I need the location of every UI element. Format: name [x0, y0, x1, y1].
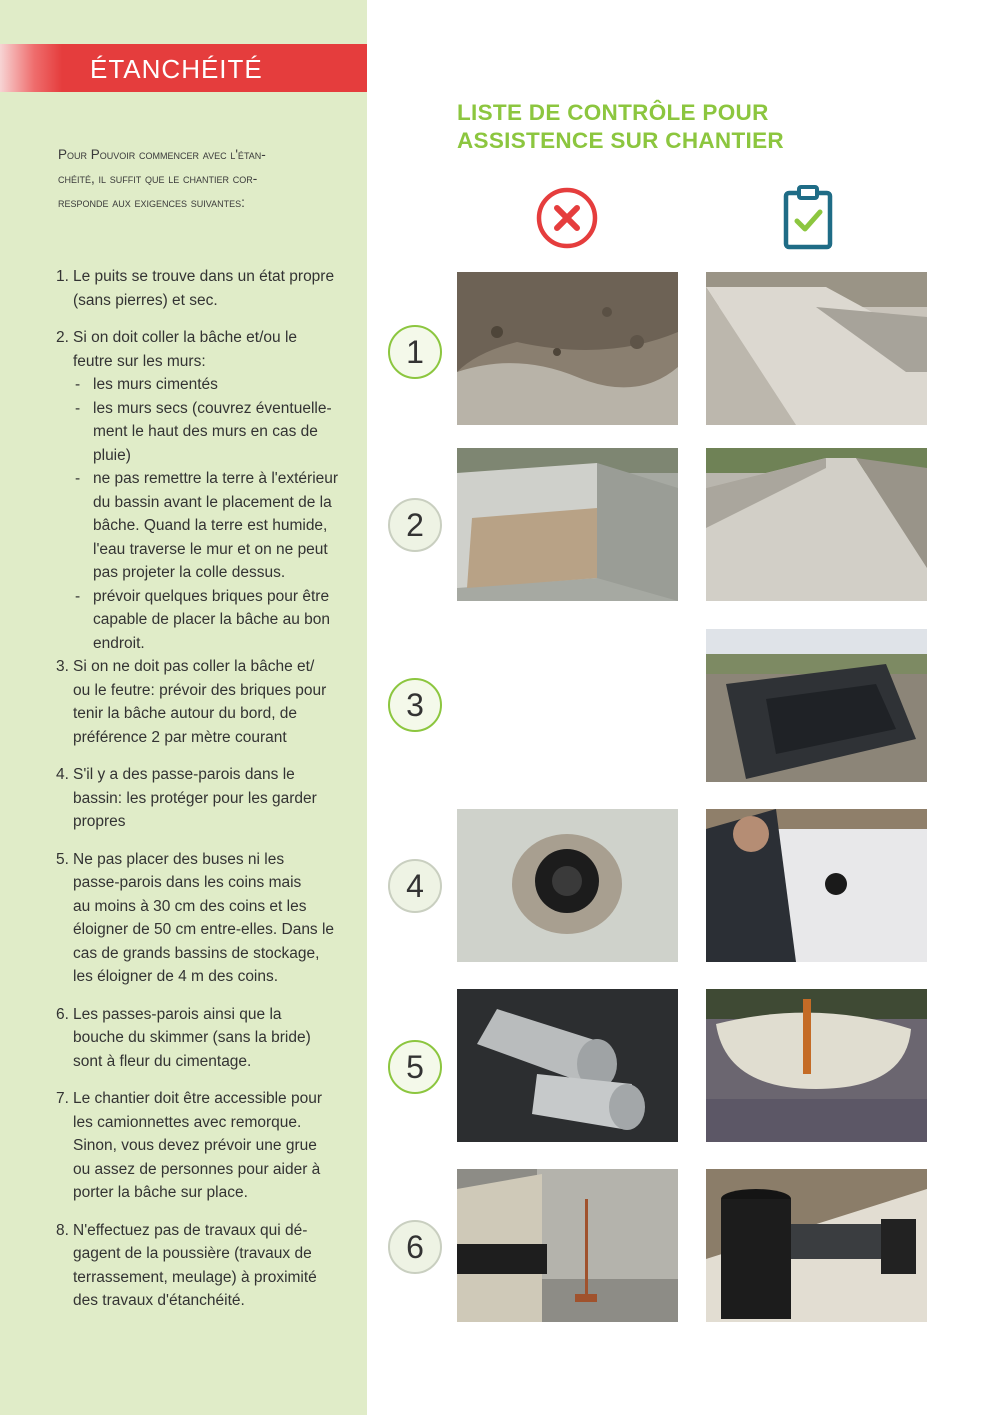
row-number-5: 5 — [388, 1040, 442, 1094]
checklist-title-line: ASSISTENCE SUR CHANTIER — [457, 128, 784, 153]
requirement-line: ou assez de personnes pour aider à — [73, 1160, 321, 1178]
requirement-line: Ne pas placer des buses ni les — [73, 850, 285, 868]
checklist-title — [457, 99, 837, 155]
sub-line: ment le haut des murs en cas de — [93, 423, 318, 440]
requirement-item — [56, 655, 351, 749]
requirement-number: 1. — [56, 268, 69, 285]
x-circle-icon — [535, 186, 599, 250]
requirement-line: cas de grands bassins de stockage, — [73, 944, 320, 962]
row-number-1: 1 — [388, 325, 442, 379]
sub-item: - les murs cimentés — [73, 373, 351, 397]
requirement-line: Les passes-parois ainsi que la — [73, 1005, 282, 1023]
requirement-line: S'il y a des passe-parois dans le — [73, 766, 295, 783]
photo-good-4 — [706, 809, 927, 962]
requirement-line: Si on ne doit pas coller la bâche et/ — [73, 658, 315, 675]
requirement-number: 3. — [56, 658, 69, 675]
photo-bad-4 — [457, 809, 678, 962]
intro-line: chéité, il suffit que le chantier cor- — [58, 171, 258, 186]
requirement-line: les camionnettes avec remorque. — [73, 1113, 302, 1131]
photo-good-2 — [706, 448, 927, 601]
requirement-line: préférence 2 par mètre courant — [73, 728, 287, 746]
requirement-line: les éloigner de 4 m des coins. — [73, 968, 279, 985]
intro-text — [58, 143, 348, 215]
section-header — [0, 44, 367, 92]
row-number-6: 6 — [388, 1220, 442, 1274]
requirements-list — [56, 265, 351, 1313]
requirement-line: bassin: les protéger pour les garder — [73, 789, 317, 807]
requirement-line: ou le feutre: prévoir des briques pour — [73, 681, 327, 699]
sub-line: du bassin avant le placement de la — [93, 493, 332, 511]
intro-line: Pour Pouvoir commencer avec l'étan- — [58, 147, 266, 162]
requirement-line: Sinon, vous devez prévoir une grue — [73, 1137, 317, 1154]
sub-line: capable de placer la bâche au bon — [93, 611, 330, 628]
requirement-line: gagent de la poussière (travaux de — [73, 1245, 312, 1262]
sub-line: pas projeter la colle dessus. — [93, 564, 286, 581]
requirement-line: N'effectuez pas de travaux qui dé- — [73, 1221, 308, 1239]
requirement-item — [56, 848, 351, 989]
header-gradient — [0, 44, 62, 92]
requirement-line: (sans pierres) et sec. — [73, 291, 218, 309]
section-title: ÉTANCHÉITÉ — [90, 54, 263, 84]
requirement-line: bouche du skimmer (sans la bride) — [73, 1029, 311, 1046]
clipboard-check-icon — [778, 183, 838, 251]
checklist-title-line: LISTE DE CONTRÔLE POUR — [457, 100, 769, 125]
sub-item: - les murs secs (couvrez éventuelle- ment le haut des murs en cas de pluie) — [73, 397, 351, 468]
requirement-number: 6. — [56, 1005, 69, 1023]
requirement-item — [56, 1219, 351, 1313]
requirement-number: 2. — [56, 329, 69, 346]
requirement-line: propres — [73, 813, 126, 830]
requirement-line: au moins à 30 cm des coins et les — [73, 897, 307, 915]
sub-line: endroit. — [93, 634, 145, 652]
photo-good-5 — [706, 989, 927, 1142]
photo-good-3 — [706, 629, 927, 782]
requirement-line: Le chantier doit être accessible pour — [73, 1090, 323, 1107]
sub-line: les murs secs (couvrez éventuelle- — [93, 399, 332, 417]
photo-bad-5 — [457, 989, 678, 1142]
photo-bad-1 — [457, 272, 678, 425]
photo-good-1 — [706, 272, 927, 425]
row-number-2: 2 — [388, 498, 442, 552]
requirement-line: des travaux d'étanchéité. — [73, 1292, 245, 1309]
sub-item: - ne pas remettre la terre à l'extérieur du bassin avant le placement de la bâche. Quand la terre est humide, l'eau traverse le mur et on ne peut pas projeter la colle dessus. — [73, 467, 351, 585]
row-number-4: 4 — [388, 859, 442, 913]
photo-bad-2 — [457, 448, 678, 601]
requirement-line: éloigner de 50 cm entre-elles. Dans le — [73, 921, 335, 938]
sub-line: ne pas remettre la terre à l'extérieur — [93, 470, 339, 487]
requirement-line: Si on doit coller la bâche et/ou le — [73, 329, 298, 346]
sub-line: bâche. Quand la terre est humide, — [93, 517, 328, 534]
row-number-3: 3 — [388, 678, 442, 732]
requirement-line: terrassement, meulage) à proximité — [73, 1268, 317, 1286]
sub-line: les murs cimentés — [93, 376, 218, 393]
sub-line: prévoir quelques briques pour être — [93, 587, 330, 605]
intro-line: responde aux exigences suivantes: — [58, 195, 245, 210]
requirement-item — [56, 1087, 351, 1205]
photo-good-6 — [706, 1169, 927, 1322]
requirement-line: feutre sur les murs: — [73, 352, 206, 370]
requirement-item — [56, 1003, 351, 1074]
requirement-number: 4. — [56, 766, 69, 783]
requirement-item — [56, 763, 351, 834]
requirement-line: passe-parois dans les coins mais — [73, 874, 302, 891]
requirement-item — [56, 326, 351, 655]
requirement-line: porter la bâche sur place. — [73, 1184, 248, 1201]
requirement-number: 8. — [56, 1221, 69, 1239]
requirement-line: tenir la bâche autour du bord, de — [73, 705, 298, 722]
requirement-number: 5. — [56, 850, 69, 868]
requirement-item — [56, 265, 351, 312]
photo-bad-6 — [457, 1169, 678, 1322]
sub-item: - prévoir quelques briques pour être capable de placer la bâche au bon endroit. — [73, 585, 351, 656]
requirement-line: Le puits se trouve dans un état propre — [73, 268, 335, 285]
sub-line: l'eau traverse le mur et on ne peut — [93, 540, 328, 558]
requirement-number: 7. — [56, 1090, 69, 1107]
sub-line: pluie) — [93, 446, 131, 464]
requirement-line: sont à fleur du cimentage. — [73, 1052, 252, 1070]
